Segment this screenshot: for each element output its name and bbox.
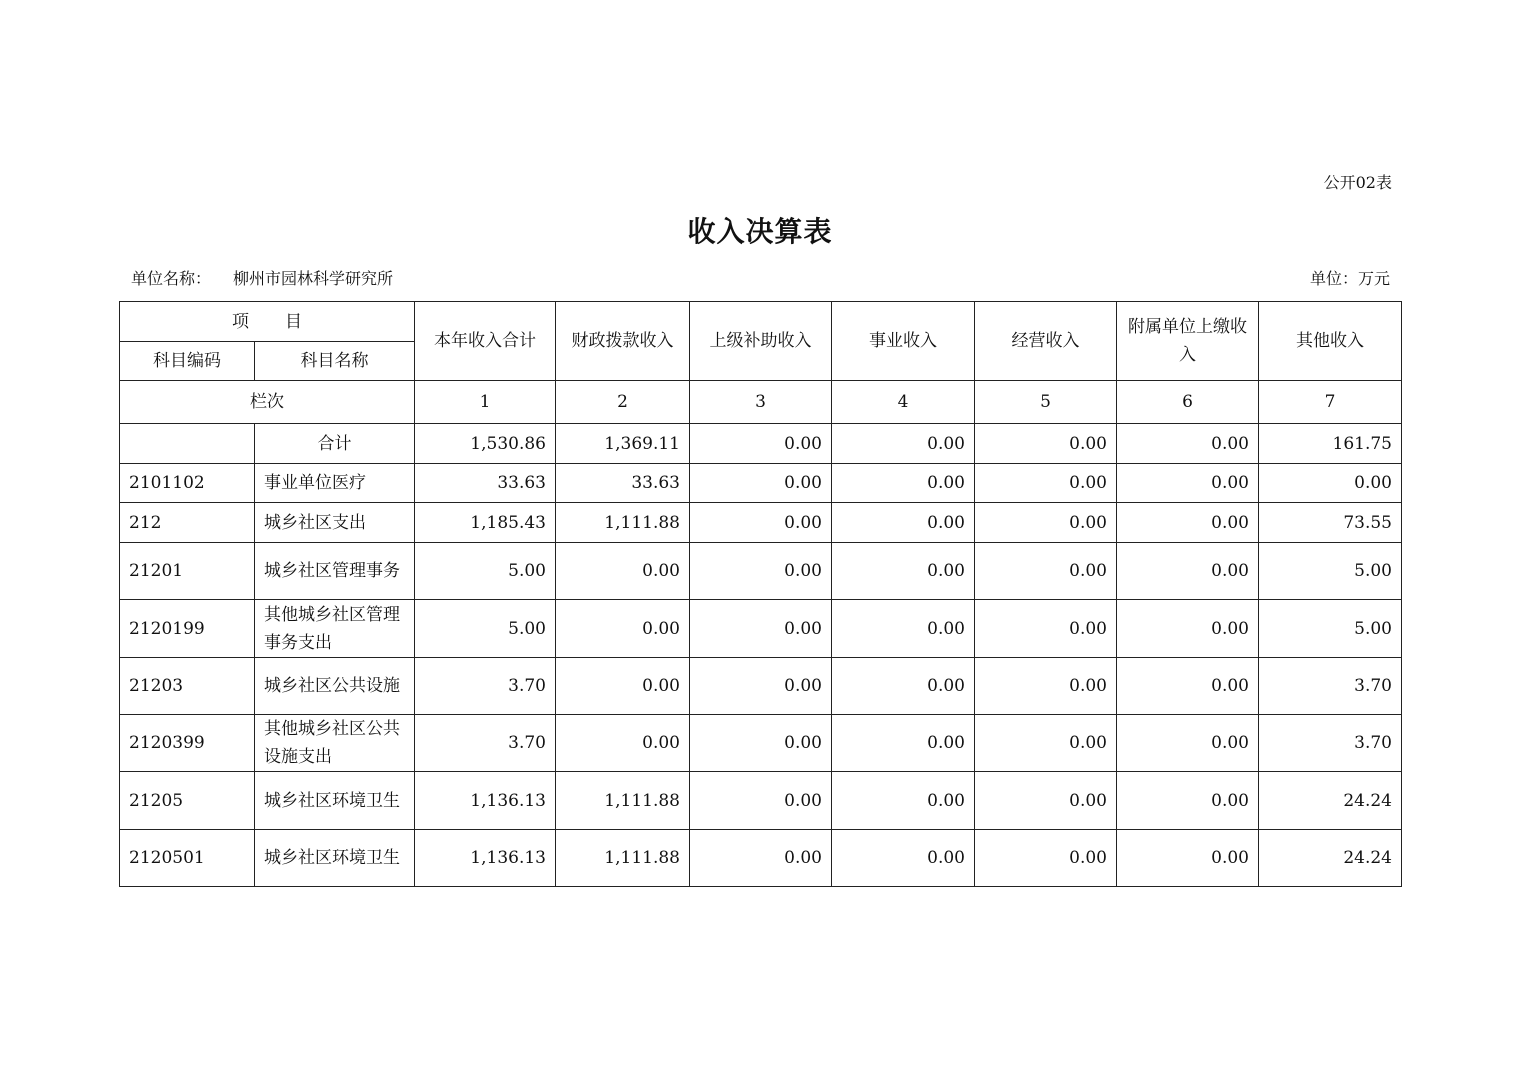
amount-cell: 0.00 bbox=[690, 772, 832, 830]
total-value: 1,530.86 bbox=[415, 424, 556, 464]
amount-cell: 0.00 bbox=[975, 830, 1117, 887]
subject-code: 21201 bbox=[120, 543, 255, 600]
amount-cell: 0.00 bbox=[1117, 543, 1259, 600]
amount-cell: 5.00 bbox=[1259, 543, 1402, 600]
column-number-4: 4 bbox=[832, 381, 975, 424]
header-name: 科目名称 bbox=[255, 342, 415, 381]
subject-code: 2101102 bbox=[120, 464, 255, 503]
total-value: 0.00 bbox=[832, 424, 975, 464]
amount-cell: 33.63 bbox=[556, 464, 690, 503]
amount-cell: 24.24 bbox=[1259, 830, 1402, 887]
subject-name: 城乡社区公共设施 bbox=[255, 658, 415, 715]
subject-code: 2120399 bbox=[120, 715, 255, 772]
subject-code: 2120501 bbox=[120, 830, 255, 887]
amount-cell: 1,136.13 bbox=[415, 772, 556, 830]
table-row bbox=[120, 830, 1402, 887]
amount-cell: 0.00 bbox=[832, 464, 975, 503]
amount-cell: 0.00 bbox=[690, 830, 832, 887]
amount-cell: 5.00 bbox=[415, 543, 556, 600]
header-col-1: 本年收入合计 bbox=[415, 302, 556, 381]
header-row-1 bbox=[120, 302, 1402, 342]
amount-cell: 0.00 bbox=[832, 503, 975, 543]
amount-cell: 0.00 bbox=[832, 715, 975, 772]
total-code-cell bbox=[120, 424, 255, 464]
amount-cell: 1,111.88 bbox=[556, 503, 690, 543]
header-item-a: 项 bbox=[232, 311, 249, 332]
table-row bbox=[120, 543, 1402, 600]
column-number-2: 2 bbox=[556, 381, 690, 424]
header-code: 科目编码 bbox=[120, 342, 255, 381]
amount-cell: 0.00 bbox=[1259, 464, 1402, 503]
subject-code: 212 bbox=[120, 503, 255, 543]
subject-name: 其他城乡社区公共设施支出 bbox=[255, 715, 415, 772]
amount-cell: 0.00 bbox=[1117, 772, 1259, 830]
column-number-6: 6 bbox=[1117, 381, 1259, 424]
amount-cell: 3.70 bbox=[1259, 715, 1402, 772]
amount-cell: 0.00 bbox=[832, 830, 975, 887]
amount-cell: 0.00 bbox=[832, 658, 975, 715]
column-order-row bbox=[120, 381, 1402, 424]
subject-name: 其他城乡社区管理事务支出 bbox=[255, 600, 415, 658]
header-col-7: 其他收入 bbox=[1259, 302, 1402, 381]
total-value: 1,369.11 bbox=[556, 424, 690, 464]
amount-cell: 0.00 bbox=[832, 600, 975, 658]
column-number-1: 1 bbox=[415, 381, 556, 424]
unit-name-label: 单位名称： bbox=[131, 269, 212, 288]
header-col-4: 事业收入 bbox=[832, 302, 975, 381]
subject-name: 城乡社区管理事务 bbox=[255, 543, 415, 600]
amount-cell: 0.00 bbox=[975, 600, 1117, 658]
table-row bbox=[120, 464, 1402, 503]
amount-cell: 0.00 bbox=[556, 658, 690, 715]
header-col-5: 经营收入 bbox=[975, 302, 1117, 381]
amount-cell: 3.70 bbox=[1259, 658, 1402, 715]
header-item bbox=[120, 302, 415, 342]
amount-cell: 0.00 bbox=[690, 600, 832, 658]
subject-name: 事业单位医疗 bbox=[255, 464, 415, 503]
header-col-3: 上级补助收入 bbox=[690, 302, 832, 381]
subject-code: 2120199 bbox=[120, 600, 255, 658]
header-item-b: 目 bbox=[285, 311, 302, 332]
amount-cell: 24.24 bbox=[1259, 772, 1402, 830]
amount-cell: 0.00 bbox=[1117, 715, 1259, 772]
header-col-6: 附属单位上缴收入 bbox=[1117, 302, 1259, 381]
amount-cell: 0.00 bbox=[975, 464, 1117, 503]
amount-cell: 0.00 bbox=[690, 658, 832, 715]
amount-cell: 0.00 bbox=[975, 658, 1117, 715]
amount-cell: 0.00 bbox=[975, 503, 1117, 543]
column-number-3: 3 bbox=[690, 381, 832, 424]
amount-cell: 0.00 bbox=[690, 543, 832, 600]
page-title: 收入决算表 bbox=[687, 215, 833, 248]
amount-cell: 0.00 bbox=[690, 715, 832, 772]
amount-cell: 0.00 bbox=[832, 772, 975, 830]
total-value: 161.75 bbox=[1259, 424, 1402, 464]
amount-cell: 0.00 bbox=[975, 543, 1117, 600]
form-number: 公开02表 bbox=[1323, 173, 1392, 192]
amount-cell: 0.00 bbox=[1117, 503, 1259, 543]
amount-cell: 1,136.13 bbox=[415, 830, 556, 887]
currency-unit: 单位：万元 bbox=[1309, 269, 1390, 288]
table-row bbox=[120, 772, 1402, 830]
unit-name-block bbox=[131, 266, 393, 289]
amount-cell: 0.00 bbox=[1117, 830, 1259, 887]
amount-cell: 0.00 bbox=[975, 772, 1117, 830]
total-value: 0.00 bbox=[690, 424, 832, 464]
total-row bbox=[120, 424, 1402, 464]
total-label: 合计 bbox=[255, 424, 415, 464]
subject-name: 城乡社区环境卫生 bbox=[255, 772, 415, 830]
table-row bbox=[120, 715, 1402, 772]
amount-cell: 0.00 bbox=[1117, 658, 1259, 715]
subject-name: 城乡社区支出 bbox=[255, 503, 415, 543]
subject-name: 城乡社区环境卫生 bbox=[255, 830, 415, 887]
amount-cell: 0.00 bbox=[1117, 600, 1259, 658]
table-row bbox=[120, 503, 1402, 543]
amount-cell: 73.55 bbox=[1259, 503, 1402, 543]
amount-cell: 3.70 bbox=[415, 715, 556, 772]
subject-code: 21203 bbox=[120, 658, 255, 715]
amount-cell: 1,111.88 bbox=[556, 830, 690, 887]
amount-cell: 0.00 bbox=[556, 600, 690, 658]
total-value: 0.00 bbox=[975, 424, 1117, 464]
subject-code: 21205 bbox=[120, 772, 255, 830]
column-number-5: 5 bbox=[975, 381, 1117, 424]
amount-cell: 0.00 bbox=[832, 543, 975, 600]
amount-cell: 5.00 bbox=[415, 600, 556, 658]
amount-cell: 3.70 bbox=[415, 658, 556, 715]
amount-cell: 0.00 bbox=[690, 503, 832, 543]
amount-cell: 0.00 bbox=[975, 715, 1117, 772]
amount-cell: 0.00 bbox=[1117, 464, 1259, 503]
total-value: 0.00 bbox=[1117, 424, 1259, 464]
table-row bbox=[120, 600, 1402, 658]
amount-cell: 1,185.43 bbox=[415, 503, 556, 543]
amount-cell: 0.00 bbox=[556, 543, 690, 600]
amount-cell: 0.00 bbox=[690, 464, 832, 503]
amount-cell: 0.00 bbox=[556, 715, 690, 772]
unit-name: 柳州市园林科学研究所 bbox=[233, 269, 394, 288]
column-order-label: 栏次 bbox=[120, 381, 415, 424]
income-report-table bbox=[119, 301, 1402, 887]
table-row bbox=[120, 658, 1402, 715]
amount-cell: 5.00 bbox=[1259, 600, 1402, 658]
amount-cell: 1,111.88 bbox=[556, 772, 690, 830]
header-col-2: 财政拨款收入 bbox=[556, 302, 690, 381]
column-number-7: 7 bbox=[1259, 381, 1402, 424]
amount-cell: 33.63 bbox=[415, 464, 556, 503]
